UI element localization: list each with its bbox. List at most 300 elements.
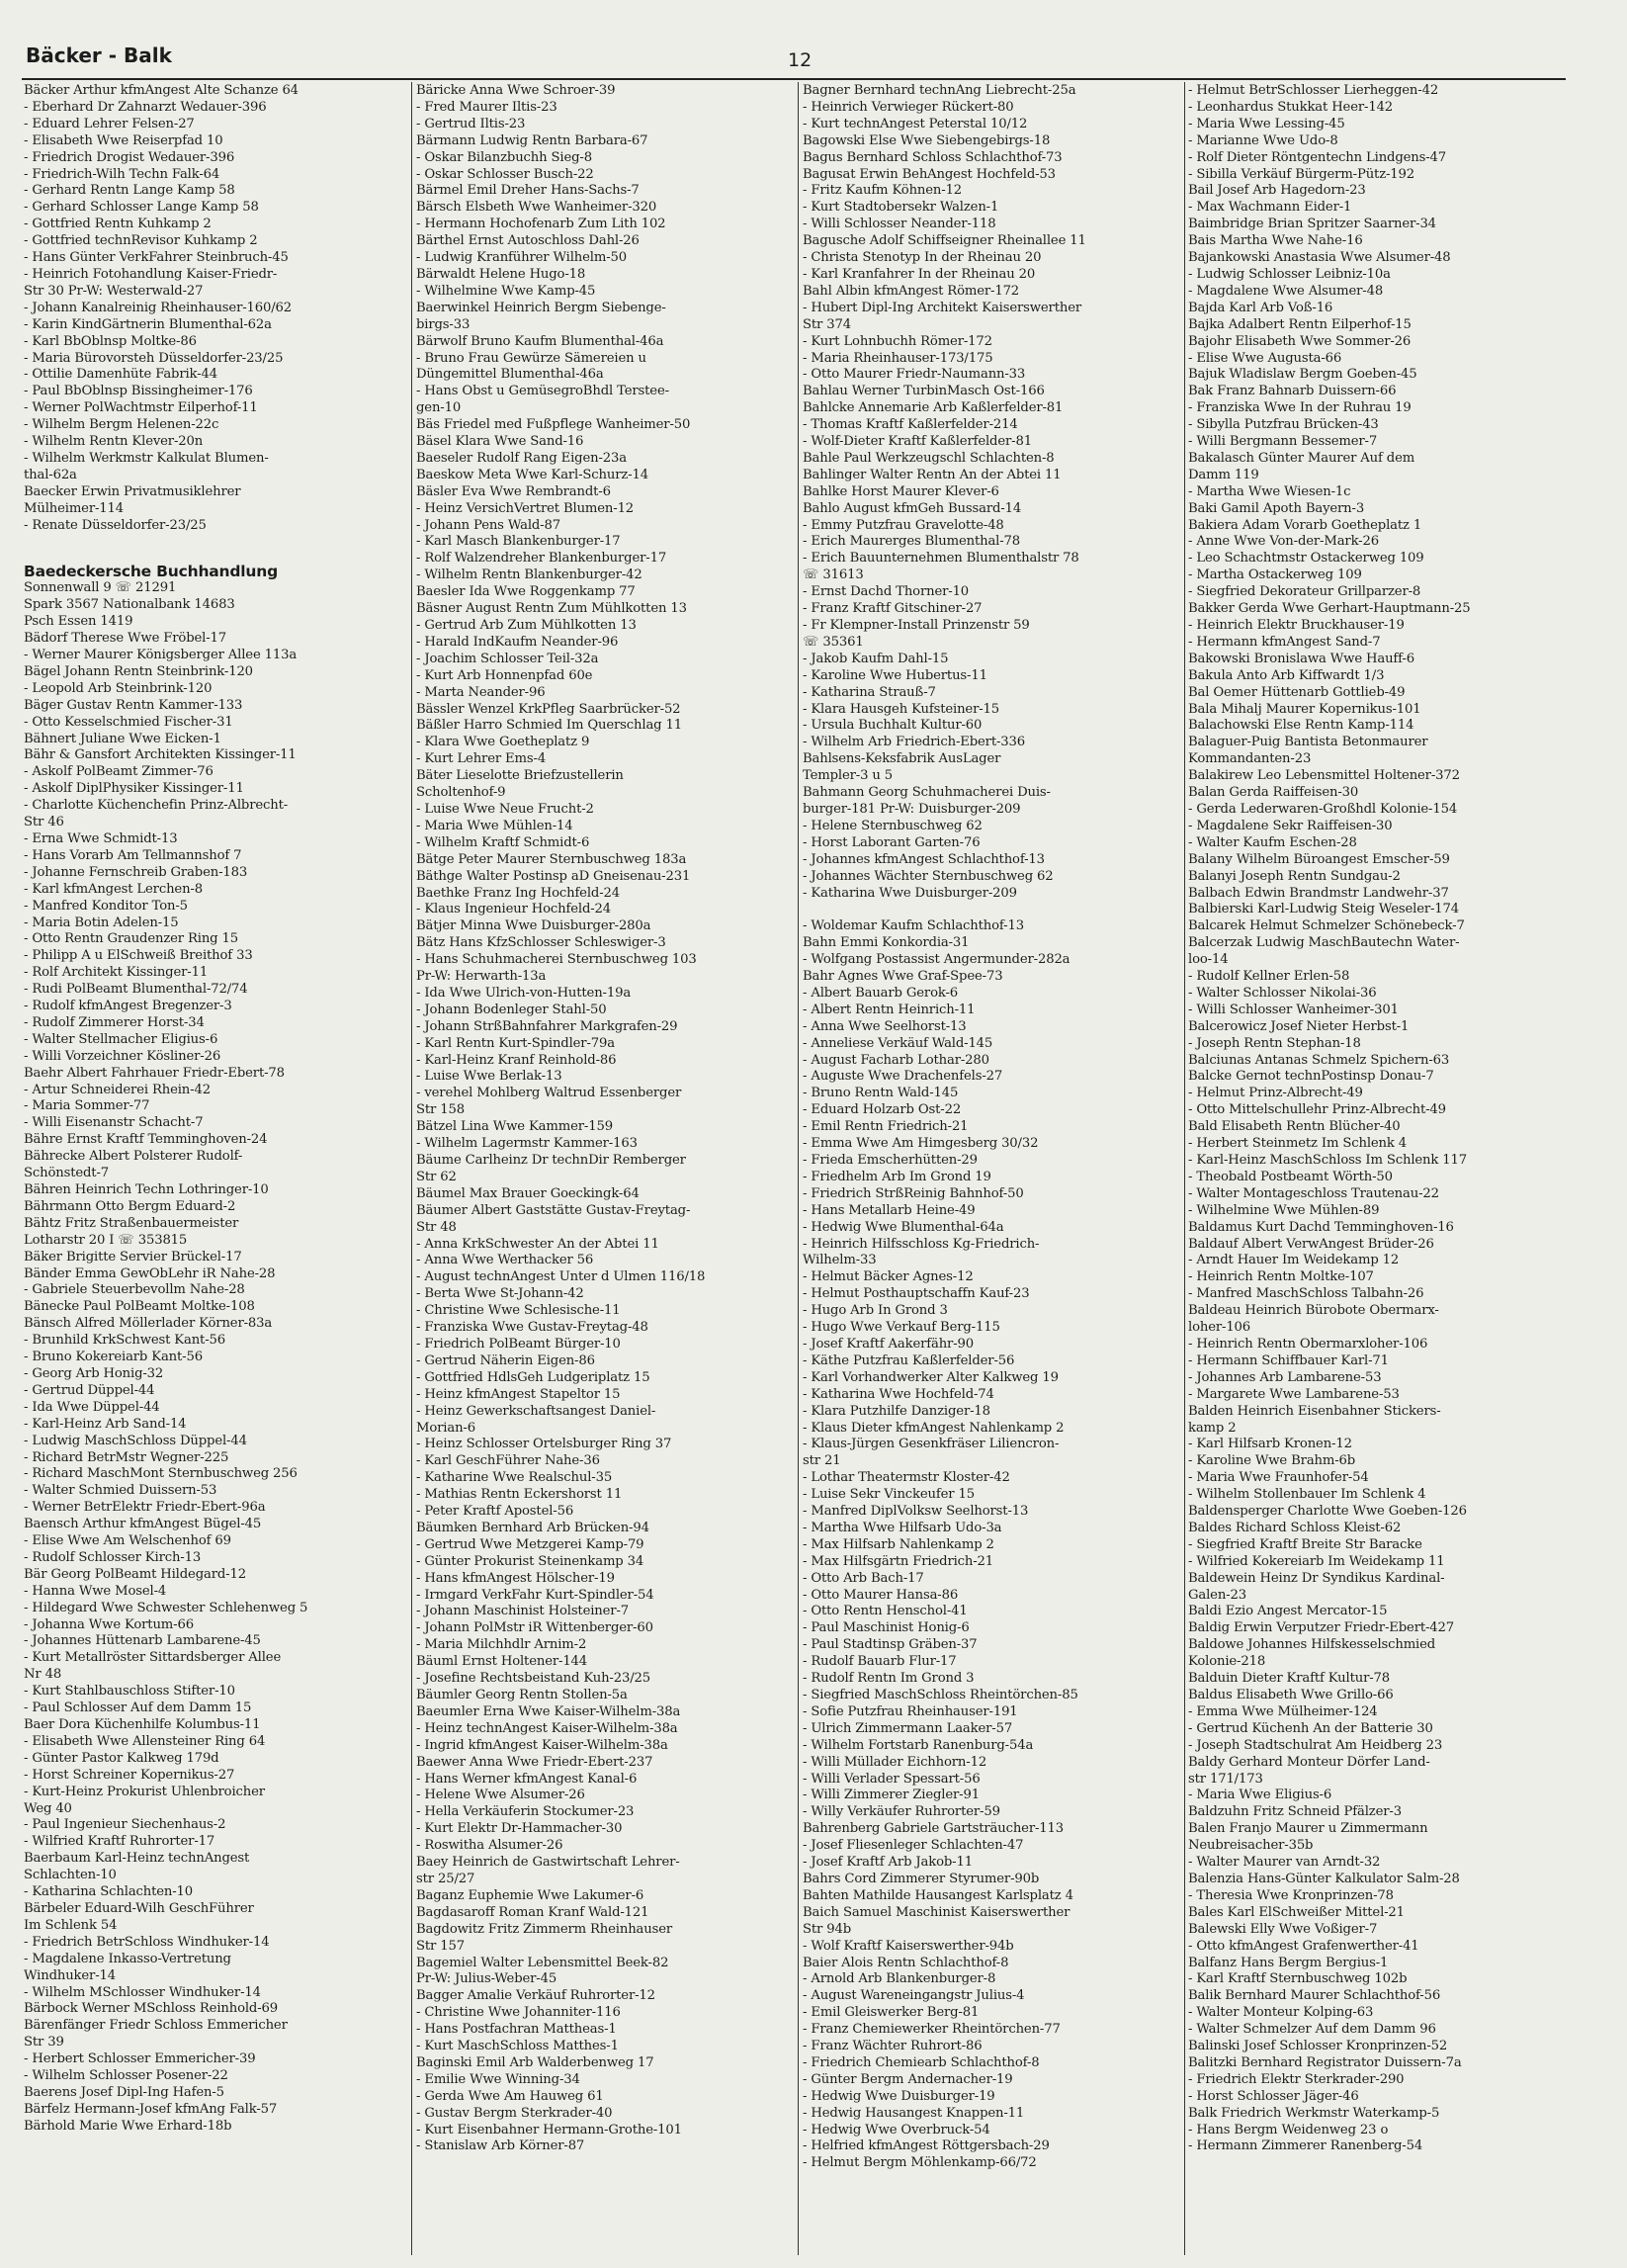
directory-entry: - Rudi PolBeamt Blumenthal-72/74 [24,982,248,998]
directory-entry: Bäumer Albert Gaststätte Gustav-Freytag- [416,1202,691,1218]
directory-entry: - Martha Wwe Wiesen-1c [1188,483,1351,499]
directory-entry: - Josef Kraftf Aakerfähr-90 [803,1336,975,1352]
directory-entry: - Christa Stenotyp In der Rheinau 20 [803,250,1042,266]
directory-entry: Bäumken Bernhard Arb Brücken-94 [416,1520,649,1535]
directory-entry: Bärbeler Eduard-Wilh GeschFührer [24,1900,254,1916]
directory-entry: - Hans Bergm Weidenweg 23 o [1188,2122,1389,2137]
directory-entry: - Willi Müllader Eichhorn-12 [803,1754,987,1770]
directory-entry: Bähnert Juliane Wwe Eicken-1 [24,731,221,746]
directory-entry: - Rudolf Rentn Im Grond 3 [803,1671,975,1687]
directory-entry: Bagger Amalie Verkäuf Ruhrorter-12 [416,1988,655,2004]
directory-entry: - Horst Schreiner Kopernikus-27 [24,1767,235,1783]
directory-entry: - Karl Vorhandwerker Alter Kalkweg 19 [803,1369,1059,1385]
directory-entry: - Ottilie Damenhüte Fabrik-44 [24,367,217,383]
directory-entry: - Heinrich Elektr Bruckhauser-19 [1188,618,1405,633]
directory-entry: Bässler Wenzel KrkPfleg Saarbrücker-52 [416,701,681,717]
directory-entry: - Harald IndKaufm Neander-96 [416,634,619,650]
directory-entry: Bäume Carlheinz Dr technDir Remberger [416,1153,686,1168]
directory-entry: - Rudolf Bauarb Flur-17 [803,1654,957,1670]
directory-entry: - Ludwig Schlosser Leibniz-10a [1188,266,1391,282]
directory-entry: - Ernst Dachd Thorner-10 [803,584,970,600]
running-title: Bäcker - Balk [26,44,172,67]
entry-continuation: Schönstedt-7 [24,1166,110,1181]
directory-entry: - Magdalene Wwe Alsumer-48 [1188,283,1384,299]
directory-entry: - Helmut BetrSchlosser Lierheggen-42 [1188,83,1439,98]
directory-entry: Baeumler Erna Wwe Kaiser-Wilhelm-38a [416,1703,681,1719]
directory-entry: Balduin Dieter Kraftf Kultur-78 [1188,1671,1391,1687]
directory-entry: Bahlcke Annemarie Arb Kaßlerfelder-81 [803,400,1064,416]
directory-entry: - Maria Sommer-77 [24,1098,150,1114]
directory-entry: - Wilhelmine Wwe Mühlen-89 [1188,1202,1380,1218]
directory-entry: - Berta Wwe St-Johann-42 [416,1286,584,1302]
directory-entry: - Otto Kesselschmied Fischer-31 [24,714,233,730]
directory-entry: - Wilhelm Arb Friedrich-Ebert-336 [803,735,1026,750]
directory-entry: - Friedrich Chemiearb Schlachthof-8 [803,2054,1040,2070]
directory-entry: Balfanz Hans Bergm Bergius-1 [1188,1955,1389,1970]
directory-entry: - Hans kfmAngest Hölscher-19 [416,1570,615,1586]
entry-continuation: Pr-W: Julius-Weber-45 [416,1971,557,1987]
directory-entry: - Otto Mittelschullehr Prinz-Albrecht-49 [1188,1102,1446,1118]
directory-entry: Balciunas Antanas Schmelz Spichern-63 [1188,1052,1450,1068]
directory-entry: Baldi Ezio Angest Mercator-15 [1188,1604,1388,1619]
directory-entry: - Karin KindGärtnerin Blumenthal-62a [24,316,272,332]
directory-entry: - Rudolf Kellner Erlen-58 [1188,969,1350,985]
column-divider [798,82,799,2255]
directory-entry: Bähren Heinrich Techn Lothringer-10 [24,1182,269,1197]
directory-entry: Bahten Mathilde Hausangest Karlsplatz 4 [803,1887,1073,1903]
directory-entry: - Johann Maschinist Holsteiner-7 [416,1604,630,1619]
directory-entry: - Karl-Heinz Kranf Reinhold-86 [416,1052,617,1068]
directory-entry: - Hans Werner kfmAngest Kanal-6 [416,1771,638,1787]
entry-continuation: Morian-6 [416,1420,475,1436]
directory-entry: Bänder Emma GewObLehr iR Nahe-28 [24,1265,276,1281]
directory-entry: - Helmut Prinz-Albrecht-49 [1188,1086,1363,1101]
directory-entry: - Manfred MaschSchloss Talbahn-26 [1188,1286,1424,1302]
directory-entry: - Peter Kraftf Apostel-56 [416,1504,574,1520]
directory-entry: - Helene Sternbuschweg 62 [803,818,983,833]
directory-entry: - verehel Mohlberg Waltrud Essenberger [416,1086,682,1101]
directory-entry: - Walter Schmied Duissern-53 [24,1483,217,1499]
directory-entry: Bärmann Ludwig Rentn Barbara-67 [416,132,648,148]
directory-entry: - Kurt Eisenbahner Hermann-Grothe-101 [416,2122,682,2137]
directory-entry: - Heinrich Hilfsschloss Kg-Friedrich- [803,1236,1040,1252]
directory-entry: - Luise Wwe Berlak-13 [416,1069,562,1085]
directory-entry: Bal Oemer Hüttenarb Gottlieb-49 [1188,684,1406,700]
directory-entry: - Franz Chemiewerker Rheintörchen-77 [803,2022,1061,2038]
directory-entry: - Wolf Kraftf Kaiserswerther-94b [803,1938,1014,1954]
directory-entry: Baldes Richard Schloss Kleist-62 [1188,1520,1402,1535]
directory-entry: - Gerda Wwe Am Hauweg 61 [416,2088,604,2104]
directory-entry: Balaguer-Puig Bantista Betonmaurer [1188,735,1428,750]
directory-entry: - Albert Rentn Heinrich-11 [803,1002,976,1017]
directory-entry: Balewski Elly Wwe Voßiger-7 [1188,1921,1378,1937]
entry-continuation: Schlachten-10 [24,1868,117,1883]
directory-entry: - Leo Schachtmstr Ostackerweg 109 [1188,551,1424,567]
directory-entry: - Johannes Hüttenarb Lambarene-45 [24,1633,261,1649]
directory-entry: - Oskar Schlosser Busch-22 [416,166,594,182]
directory-entry: - Wilhelm Stollenbauer Im Schlenk 4 [1188,1487,1426,1503]
directory-entry: - Karoline Wwe Hubertus-11 [803,667,987,683]
directory-entry: - Karl-Heinz Arb Sand-14 [24,1416,187,1432]
directory-entry: - Helene Wwe Alsumer-26 [416,1788,585,1803]
directory-entry: Baeskow Meta Wwe Karl-Schurz-14 [416,467,648,482]
directory-entry: - Willi Vorzeichner Kösliner-26 [24,1048,221,1064]
directory-entry: Bajuk Wladislaw Bergm Goeben-45 [1188,367,1417,383]
directory-entry: - Gertrud Küchenh An der Batterie 30 [1188,1720,1433,1736]
directory-entry: Bahlke Horst Maurer Klever-6 [803,483,999,499]
directory-entry: - Arndt Hauer Im Weidekamp 12 [1188,1253,1400,1268]
directory-entry: - Willi Zimmerer Ziegler-91 [803,1788,980,1803]
directory-entry: - Gertrud Iltis-23 [416,116,526,131]
directory-entry: - Herbert Schlosser Emmericher-39 [24,2051,256,2067]
directory-entry: Bäumler Georg Rentn Stollen-5a [416,1688,628,1702]
directory-entry: - Hedwig Hausangest Knappen-11 [803,2105,1025,2121]
directory-entry: - Woldemar Kaufm Schlachthof-13 [803,918,1024,934]
directory-entry: Bägel Johann Rentn Steinbrink-120 [24,663,253,679]
directory-entry: - Arnold Arb Blankenburger-8 [803,1971,996,1987]
directory-entry: - Marta Neander-96 [416,684,546,700]
directory-entry: - Fred Maurer Iltis-23 [416,99,557,115]
directory-entry: - Wilhelm Kraftf Schmidt-6 [416,834,590,850]
directory-entry: Baki Gamil Apoth Bayern-3 [1188,500,1365,516]
directory-entry: Balenzia Hans-Günter Kalkulator Salm-28 [1188,1871,1460,1886]
directory-entry: Baganz Euphemie Wwe Lakumer-6 [416,1887,644,1903]
directory-entry: - Emmy Putzfrau Gravelotte-48 [803,517,1004,533]
directory-entry: - Oskar Bilanzbuchh Sieg-8 [416,149,592,165]
directory-entry: Bänecke Paul PolBeamt Moltke-108 [24,1299,255,1315]
directory-entry: - Maria Wwe Fraunhofer-54 [1188,1470,1369,1486]
directory-entry: - Kurt Lehrer Ems-4 [416,751,547,767]
directory-entry: Bärbock Werner MSchloss Reinhold-69 [24,2001,279,2017]
entry-continuation: Templer-3 u 5 [803,768,894,784]
directory-entry: - Walter Monteur Kolping-63 [1188,2005,1374,2021]
directory-entry: - Karl Kraftf Sternbuschweg 102b [1188,1971,1408,1987]
directory-entry: - Franz Kraftf Gitschiner-27 [803,601,983,617]
directory-entry: - Heinrich Rentn Moltke-107 [1188,1269,1374,1285]
directory-entry: Bähr & Gansfort Architekten Kissinger-11 [24,747,297,763]
directory-entry: Bäsler Eva Wwe Rembrandt-6 [416,483,611,499]
directory-entry: - Willi Bergmann Bessemer-7 [1188,434,1378,450]
directory-entry: - Anna Wwe Werthacker 56 [416,1253,594,1268]
directory-entry: - Kurt-Heinz Prokurist Uhlenbroicher [24,1784,265,1799]
page-number: 12 [788,49,813,71]
directory-entry: - Heinz kfmAngest Stapeltor 15 [416,1386,621,1402]
directory-entry: - Gottfried Rentn Kuhkamp 2 [24,217,212,232]
entry-continuation: Weg 40 [24,1800,72,1816]
directory-entry: - Heinrich Rentn Obermarxloher-106 [1188,1336,1428,1352]
header-rule [22,78,1566,80]
directory-entry: - Klaus Ingenieur Hochfeld-24 [416,902,612,917]
directory-entry: - Maria Wwe Eligius-6 [1188,1788,1332,1803]
directory-entry: - Sibilla Verkäuf Bürgerm-Pütz-192 [1188,166,1415,182]
entry-continuation: Str 46 [24,815,64,830]
directory-entry: - Philipp A u ElSchweiß Breithof 33 [24,948,253,964]
directory-entry: Balcke Gernot technPostinsp Donau-7 [1188,1069,1434,1085]
directory-entry: - Johann Bodenleger Stahl-50 [416,1002,607,1017]
directory-entry: - Wilhelm MSchlosser Windhuker-14 [24,1984,261,2000]
directory-entry: Bärenfänger Friedr Schloss Emmericher [24,2018,288,2034]
directory-entry: Balden Heinrich Eisenbahner Stickers- [1188,1403,1441,1419]
directory-entry: - Klaus-Jürgen Gesenkfräser Liliencron- [803,1437,1060,1452]
directory-entry: Bahrenberg Gabriele Gartsträucher-113 [803,1821,1065,1837]
directory-entry: Bäthge Walter Postinsp aD Gneisenau-231 [416,868,691,884]
directory-entry: Bätzel Lina Wwe Kammer-159 [416,1119,613,1135]
directory-entry: - Hanna Wwe Mosel-4 [24,1583,167,1599]
directory-entry: - Erich Bauunternehmen Blumenthalstr 78 [803,551,1079,567]
directory-entry: - Otto Maurer Hansa-86 [803,1587,959,1603]
directory-entry: - Walter Kaufm Eschen-28 [1188,834,1357,850]
directory-entry: - Magdalene Sekr Raiffeisen-30 [1188,818,1393,833]
directory-entry: Bätge Peter Maurer Sternbuschweg 183a [416,851,687,867]
directory-entry: - Ludwig MaschSchloss Düppel-44 [24,1433,247,1448]
directory-entry: - Anneliese Verkäuf Wald-145 [803,1035,993,1051]
directory-entry: - Emilie Wwe Winning-34 [416,2071,580,2087]
directory-entry: Balakirew Leo Lebensmittel Holtener-372 [1188,768,1460,784]
directory-entry: Balcerowicz Josef Nieter Herbst-1 [1188,1018,1410,1034]
directory-entry: - Werner BetrElektr Friedr-Ebert-96a [24,1500,266,1516]
directory-entry: - Richard MaschMont Sternbuschweg 256 [24,1466,298,1482]
directory-entry: - Otto Rentn Graudenzer Ring 15 [24,931,238,947]
directory-entry: Bagner Bernhard technAng Liebrecht-25a [803,83,1076,98]
directory-entry: - Elise Wwe Augusta-66 [1188,350,1342,366]
directory-entry: Baldowe Johannes Hilfskesselschmied [1188,1637,1436,1653]
directory-entry: - Hedwig Wwe Duisburger-19 [803,2088,995,2104]
entry-continuation: Str 62 [416,1169,457,1184]
directory-entry: - Ulrich Zimmermann Laaker-57 [803,1720,1013,1736]
directory-entry: Baldamus Kurt Dachd Temminghoven-16 [1188,1219,1454,1235]
directory-entry: - Friedrich StrßReinig Bahnhof-50 [803,1185,1024,1201]
entry-continuation: str 171/173 [1188,1771,1263,1787]
entry-continuation: Düngemittel Blumenthal-46a [416,367,604,383]
directory-entry: Bärwolf Bruno Kaufm Blumenthal-46a [416,333,664,349]
directory-entry: - Günter Bergm Andernacher-19 [803,2071,1013,2087]
directory-entry: - Gustav Bergm Sterkrader-40 [416,2105,613,2121]
directory-entry: Baesler Ida Wwe Roggenkamp 77 [416,584,636,600]
directory-entry: Bagusat Erwin BehAngest Hochfeld-53 [803,166,1056,182]
directory-entry: - Luise Wwe Neue Frucht-2 [416,801,594,817]
directory-entry: - Gertrud Näherin Eigen-86 [416,1352,595,1368]
entry-continuation: loher-106 [1188,1320,1251,1336]
directory-entry: - Paul Maschinist Honig-6 [803,1620,970,1636]
directory-entry: Balitzki Bernhard Registrator Duissern-7a [1188,2054,1462,2070]
directory-entry: - Maria Bürovorsteh Düsseldorfer-23/25 [24,350,284,366]
directory-entry: Bagdowitz Fritz Zimmerm Rheinhauser [416,1921,673,1937]
directory-entry: - Johannes Arb Lambarene-53 [1188,1369,1382,1385]
directory-entry: Bäßler Harro Schmied Im Querschlag 11 [416,718,682,734]
directory-entry: - Willy Verkäufer Ruhrorter-59 [803,1804,1000,1820]
directory-column-3 [803,83,1183,2248]
directory-entry: - Otto kfmAngest Grafenwerther-41 [1188,1938,1419,1954]
entry-continuation: Mülheimer-114 [24,500,125,516]
directory-entry: - Rolf Walzendreher Blankenburger-17 [416,551,667,567]
directory-entry: - Wolf-Dieter Kraftf Kaßlerfelder-81 [803,434,1032,450]
directory-entry: Baer Dora Küchenhilfe Kolumbus-11 [24,1717,261,1732]
directory-entry: - Johann StrßBahnfahrer Markgrafen-29 [416,1018,678,1034]
directory-entry: - Siegfried MaschSchloss Rheintörchen-85 [803,1688,1078,1702]
directory-entry: - Max Wachmann Eider-1 [1188,200,1352,216]
directory-entry: - Richard BetrMstr Wegner-225 [24,1449,229,1465]
entry-continuation: Str 158 [416,1102,465,1118]
directory-entry: Bales Karl ElSchweißer Mittel-21 [1188,1904,1405,1920]
directory-entry: - Kurt Lohnbuchh Römer-172 [803,333,992,349]
directory-entry: - Max Hilfsgärtn Friedrich-21 [803,1553,994,1569]
directory-entry: - Werner PolWachtmstr Eilperhof-11 [24,400,258,416]
entry-continuation: Galen-23 [1188,1587,1246,1603]
directory-entry: - Rolf Dieter Röntgentechn Lindgens-47 [1188,149,1447,165]
directory-entry: - Eberhard Dr Zahnarzt Wedauer-396 [24,99,267,115]
directory-entry: Bahlinger Walter Rentn An der Abtei 11 [803,467,1062,482]
directory-entry: - Karl Kranfahrer In der Rheinau 20 [803,266,1036,282]
directory-entry: - Max Hilfsarb Nahlenkamp 2 [803,1536,994,1552]
directory-entry: - Luise Sekr Vinckeufer 15 [803,1487,975,1503]
entry-continuation: burger-181 Pr-W: Duisburger-209 [803,801,1021,817]
directory-entry: Baldy Gerhard Monteur Dörfer Land- [1188,1754,1430,1770]
directory-entry: Bahn Emmi Konkordia-31 [803,935,970,951]
directory-entry: Bagus Bernhard Schloss Schlachthof-73 [803,149,1063,165]
directory-entry: - Käthe Putzfrau Kaßlerfelder-56 [803,1352,1015,1368]
directory-entry: Baey Heinrich de Gastwirtschaft Lehrer- [416,1855,680,1871]
directory-entry [803,902,1183,918]
directory-entry: - Gertrud Wwe Metzgerei Kamp-79 [416,1536,644,1552]
directory-entry: - Hildegard Wwe Schwester Schlehenweg 5 [24,1600,308,1615]
directory-entry: - Hella Verkäuferin Stockumer-23 [416,1804,635,1820]
directory-entry: - Friedhelm Arb Im Grond 19 [803,1169,991,1184]
entry-continuation: Str 94b [803,1921,852,1937]
entry-continuation: kamp 2 [1188,1420,1237,1436]
directory-entry: - Magdalene Inkasso-Vertretung [24,1951,231,1966]
directory-entry: Balk Friedrich Werkmstr Waterkamp-5 [1188,2105,1440,2121]
directory-entry: - Wilhelm Schlosser Posener-22 [24,2068,228,2084]
directory-entry: - Friedrich-Wilh Techn Falk-64 [24,166,220,182]
directory-entry: Bärsch Elsbeth Wwe Wanheimer-320 [416,200,657,216]
directory-entry: Bärwaldt Helene Hugo-18 [416,266,586,282]
directory-entry: - Marianne Wwe Udo-8 [1188,132,1338,148]
directory-entry: - Thomas Kraftf Kaßlerfelder-214 [803,417,1018,433]
directory-entry: - Emil Rentn Friedrich-21 [803,1119,969,1135]
directory-entry: - Emma Wwe Mülheimer-124 [1188,1703,1378,1719]
directory-entry: Bäricke Anna Wwe Schroer-39 [416,83,616,98]
entry-continuation: Windhuker-14 [24,1967,116,1983]
directory-entry: - Otto Maurer Friedr-Naumann-33 [803,367,1026,383]
directory-entry: - Brunhild KrkSchwest Kant-56 [24,1333,225,1349]
directory-entry: Bak Franz Bahnarb Duissern-66 [1188,384,1397,399]
directory-entry: Bagusche Adolf Schiffseigner Rheinallee 11 [803,233,1086,249]
directory-entry: - August technAngest Unter d Ulmen 116/18 [416,1269,706,1285]
directory-entry: - Hugo Wwe Verkauf Berg-115 [803,1320,1000,1336]
directory-entry: - Rudolf Schlosser Kirch-13 [24,1549,202,1565]
directory-entry: Baldus Elisabeth Wwe Grillo-66 [1188,1688,1394,1702]
directory-entry: - Katharina Schlachten-10 [24,1884,194,1900]
directory-entry: - Hedwig Wwe Blumenthal-64a [803,1219,1004,1235]
directory-entry: - Klaus Dieter kfmAngest Nahlenkamp 2 [803,1420,1065,1436]
directory-entry: - Ursula Buchhalt Kultur-60 [803,718,983,734]
directory-entry: - Askolf DiplPhysiker Kissinger-11 [24,781,244,797]
directory-entry: - Paul Stadtinsp Gräben-37 [803,1637,978,1653]
directory-entry: - Paul Ingenieur Siechenhaus-2 [24,1817,226,1833]
directory-entry: Baldeau Heinrich Bürobote Obermarx- [1188,1303,1439,1319]
directory-entry: - Günter Pastor Kalkweg 179d [24,1750,219,1766]
entry-continuation: Sonnenwall 9 ☏ 21291 [24,580,177,596]
directory-entry: - Kurt Metallröster Sittardsberger Allee [24,1650,282,1666]
directory-entry: - Fritz Kaufm Köhnen-12 [803,183,963,199]
directory-entry: - Hedwig Wwe Overbruck-54 [803,2122,990,2137]
directory-entry: Balanyi Joseph Rentn Sundgau-2 [1188,868,1401,884]
directory-entry: Bajohr Elisabeth Wwe Sommer-26 [1188,333,1412,349]
directory-entry: - Theresia Wwe Kronprinzen-78 [1188,1887,1394,1903]
directory-entry: Bäker Brigitte Servier Brückel-17 [24,1249,242,1265]
directory-entry: Balbach Edwin Brandmstr Landwehr-37 [1188,885,1449,901]
directory-entry: Bahr Agnes Wwe Graf-Spee-73 [803,969,1003,985]
directory-entry: - Günter Prokurist Steinenkamp 34 [416,1553,644,1569]
directory-entry: - Walter Montageschloss Trautenau-22 [1188,1185,1439,1201]
directory-entry: Bajankowski Anastasia Wwe Alsumer-48 [1188,250,1451,266]
directory-entry: Bädorf Therese Wwe Fröbel-17 [24,631,227,647]
directory-entry: Bährmann Otto Bergm Eduard-2 [24,1198,236,1214]
directory-entry: - Walter Maurer van Arndt-32 [1188,1855,1381,1871]
directory-entry: Baerwinkel Heinrich Bergm Siebenge- [416,300,666,315]
directory-entry: - Bruno Rentn Wald-145 [803,1086,959,1101]
directory-entry: Bakula Anto Arb Kiffwardt 1/3 [1188,667,1385,683]
directory-entry: - Johann PolMstr iR Wittenberger-60 [416,1620,653,1636]
directory-entry: - Wilhelm Fortstarb Ranenburg-54a [803,1737,1034,1753]
directory-entry: Bärhold Marie Wwe Erhard-18b [24,2118,232,2134]
directory-entry: - Karl kfmAngest Lerchen-8 [24,881,203,897]
directory-entry: - Kurt Arb Honnenpfad 60e [416,667,593,683]
directory-entry: - Kurt Stahlbauschloss Stifter-10 [24,1684,235,1700]
directory-entry: - Fr Klempner-Install Prinzenstr 59 [803,618,1030,633]
directory-entry: Bakowski Bronislawa Wwe Hauff-6 [1188,651,1414,666]
directory-entry: Baewer Anna Wwe Friedr-Ebert-237 [416,1754,653,1770]
directory-entry: - Karl Rentn Kurt-Spindler-79a [416,1035,615,1051]
directory-entry: - Sibylla Putzfrau Brücken-43 [1188,417,1379,433]
directory-entry: - Werner Maurer Königsberger Allee 113a [24,648,298,662]
directory-entry: Balik Bernhard Maurer Schlachthof-56 [1188,1988,1441,2004]
directory-entry: - Manfred Konditor Ton-5 [24,898,188,914]
entry-continuation: loo-14 [1188,952,1229,968]
directory-entry: - Rudolf Zimmerer Horst-34 [24,1014,205,1030]
directory-entry: - Helfried kfmAngest Röttgersbach-29 [803,2138,1050,2154]
directory-entry: - Hermann kfmAngest Sand-7 [1188,634,1381,650]
directory-entry: Balinski Josef Schlosser Kronprinzen-52 [1188,2039,1448,2054]
directory-entry: Bahrs Cord Zimmerer Styrumer-90b [803,1871,1040,1886]
directory-entry: - Herbert Steinmetz Im Schlenk 4 [1188,1136,1408,1152]
directory-entry: - Anne Wwe Von-der-Mark-26 [1188,534,1379,550]
directory-entry: - Sofie Putzfrau Rheinhauser-191 [803,1703,1018,1719]
directory-entry: - Josef Fliesenleger Schlachten-47 [803,1838,1024,1854]
directory-entry: - Helmut Posthauptschaffn Kauf-23 [803,1286,1030,1302]
directory-entry: - Wilhelm Werkmstr Kalkulat Blumen- [24,450,269,466]
directory-entry: - Georg Arb Honig-32 [24,1365,164,1381]
directory-entry: - Charlotte Küchenchefin Prinz-Albrecht- [24,798,289,814]
directory-entry: Bähtz Fritz Straßenbauermeister [24,1215,239,1231]
directory-entry: Bäsner August Rentn Zum Mühlkotten 13 [416,601,687,617]
directory-entry: - Leonhardus Stukkat Heer-142 [1188,99,1394,115]
directory-entry: Bail Josef Arb Hagedorn-23 [1188,183,1366,199]
directory-entry: - Friedrich Elektr Sterkrader-290 [1188,2071,1405,2087]
entry-continuation: Str 30 Pr-W: Westerwald-27 [24,283,204,299]
directory-entry: - Hans Obst u GemüsegroBhdl Terstee- [416,384,669,399]
directory-entry: Bajda Karl Arb Voß-16 [1188,300,1333,315]
directory-entry: Bagdasaroff Roman Kranf Wald-121 [416,1904,649,1920]
directory-entry: - Elisabeth Wwe Allensteiner Ring 64 [24,1733,266,1749]
column-divider [1184,82,1185,2255]
directory-entry: - Friedrich PolBeamt Bürger-10 [416,1336,621,1352]
directory-entry: - Katharina Strauß-7 [803,684,936,700]
directory-entry: - Auguste Wwe Drachenfels-27 [803,1069,1003,1085]
entry-continuation: Psch Essen 1419 [24,614,133,630]
directory-entry: - Elise Wwe Am Welschenhof 69 [24,1533,231,1549]
directory-entry: - Heinz technAngest Kaiser-Wilhelm-38a [416,1720,678,1736]
